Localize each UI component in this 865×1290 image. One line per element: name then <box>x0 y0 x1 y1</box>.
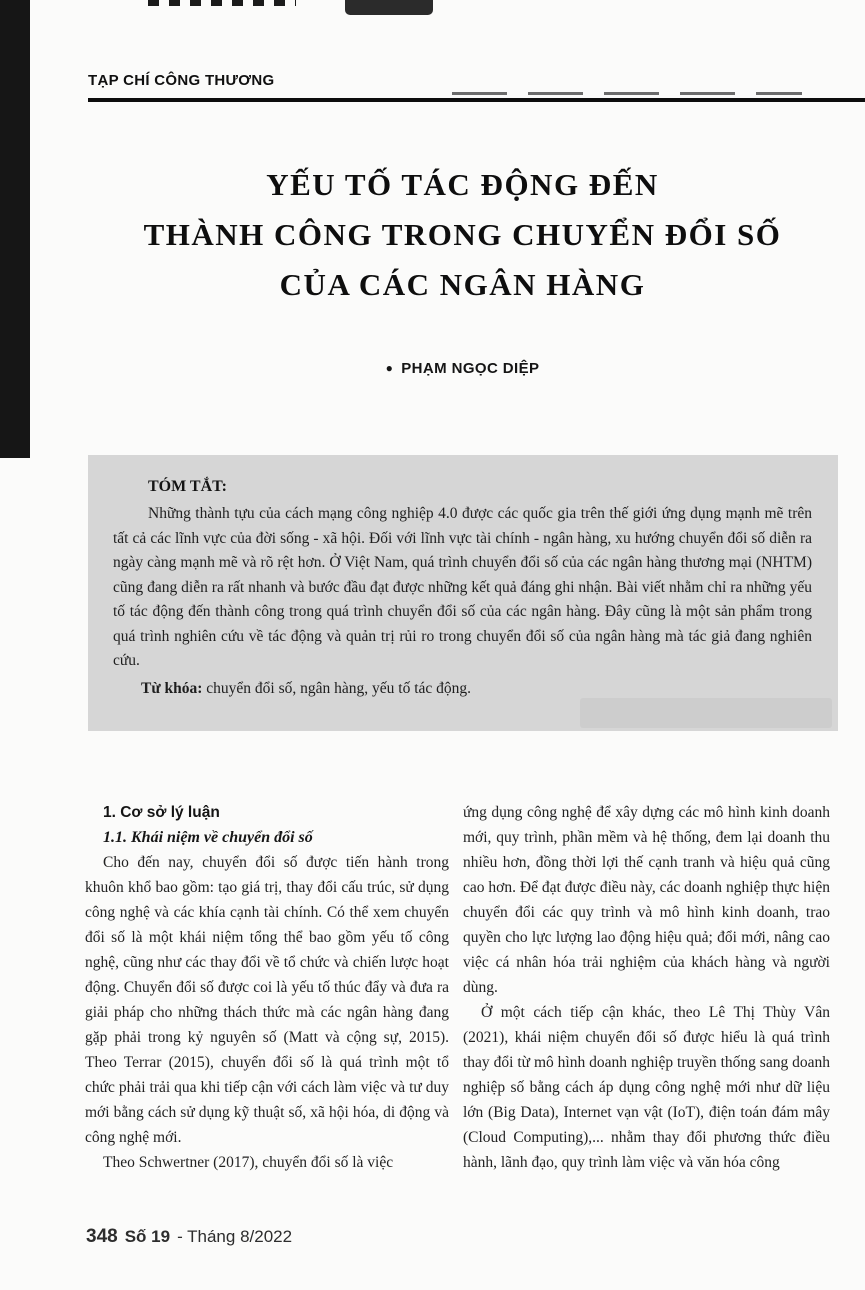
article-title-line: YẾU TỐ TÁC ĐỘNG ĐẾN <box>266 167 659 202</box>
scan-artifact-smudge <box>580 698 832 728</box>
abstract-box <box>88 455 838 731</box>
body-paragraph: Ở một cách tiếp cận khác, theo Lê Thị Thùy Vân (2021), khái niệm chuyển đổi số được hiểu là quá trình thay đổi từ mô hình doanh nghiệp truyền thống sang doanh nghiệp số bằng cách áp dụng công nghệ mới như dữ liệu lớn (Big Data), Internet vạn vật (IoT), điện toán đám mây (Cloud Computing),... nhằm thay đổi phương thức điều hành, lãnh đạo, quy trình làm việc và văn hóa công <box>463 1004 830 1171</box>
keywords-label: Từ khóa: <box>141 679 203 697</box>
abstract-keywords <box>113 677 812 701</box>
body-paragraph: Cho đến nay, chuyển đổi số được tiến hành trong khuôn khổ bao gồm: tạo giá trị, thay đổi cấu trúc, sử dụng công nghệ và các khía cạnh tài chính. Có thể xem chuyển đổi số là một khái niệm tổng thể bao gồm yếu tố công nghệ, cũng như các thay đổi về tổ chức và chiến lược hoạt động. Chuyển đổi số được coi là yếu tố thúc đẩy và đưa ra giải pháp cho những thách thức mà các ngân hàng đang gặp phải trong kỷ nguyên số (Matt và cộng sự, 2015). Theo Terrar (2015), chuyển đổi số là quá trình một tổ chức phải trải qua khi tiếp cận với cách làm việc và tư duy mới bằng cách sử dụng kỹ thuật số, xã hội hóa, di động và công nghệ mới. <box>85 854 449 1146</box>
scan-artifact-rule-dashes <box>452 92 802 95</box>
article-title-line: CỦA CÁC NGÂN HÀNG <box>279 267 646 302</box>
issue-date: - Tháng 8/2022 <box>177 1227 293 1246</box>
page-number: 348 <box>86 1226 118 1247</box>
author-bullet-icon: ● <box>385 361 394 375</box>
keywords-text: chuyển đổi số, ngân hàng, yếu tố tác động. <box>202 679 472 697</box>
body-column-right <box>463 800 830 1175</box>
journal-name: TẠP CHÍ CÔNG THƯƠNG <box>88 72 275 89</box>
article-title <box>88 160 837 310</box>
body-paragraph: ứng dụng công nghệ để xây dựng các mô hình kinh doanh mới, quy trình, phần mềm và hệ thống, đem lại doanh thu nhiều hơn, đồng thời lợi thế cạnh tranh và hiệu quả cũng cao hơn. Để đạt được điều này, các doanh nghiệp thực hiện chuyển đổi các quy trình và mô hình kinh doanh, trao quyền cho lực lượng lao động hiệu quả; đổi mới, nâng cao việc cá nhân hóa trải nghiệm của khách hàng và người dùng. <box>463 804 830 996</box>
scan-edge-bar <box>0 0 30 458</box>
section-heading-1-1: 1.1. Khái niệm về chuyển đổi số <box>103 829 313 846</box>
abstract-body: Những thành tựu của cách mạng công nghiệp 4.0 được các quốc gia trên thế giới ứng dụng mạnh mẽ trên tất cả các lĩnh vực của đời sống - xã hội. Đối với lĩnh vực tài chính - ngân hàng, xu hướng chuyển đổi số diễn ra ngày càng mạnh mẽ và rõ rệt hơn. Ở Việt Nam, quá trình chuyển đổi số của các ngân hàng thương mại (NHTM) cũng đang diễn ra rất nhanh và bước đầu đạt được những kết quả đáng ghi nhận. Bài viết nhằm chỉ ra những yếu tố tác động đến thành công trong quá trình chuyển đổi số của các ngân hàng. Đây cũng là một sản phẩm trong quá trình nghiên cứu về tác động và quản trị rủi ro trong chuyển đổi số của ngân hàng mà tác giả đang nghiên cứu. <box>113 505 812 669</box>
author-line <box>88 360 837 377</box>
author-name: PHẠM NGỌC DIỆP <box>401 360 540 377</box>
header-rule <box>88 98 865 102</box>
abstract-heading: TÓM TẮT: <box>148 478 227 495</box>
scan-artifact-dashes <box>148 0 296 6</box>
body-paragraph: Theo Schwertner (2017), chuyển đổi số là việc <box>103 1154 394 1171</box>
body-column-left <box>85 800 449 1175</box>
section-heading-1: 1. Cơ sở lý luận <box>103 804 220 821</box>
scan-artifact-blob <box>345 0 433 15</box>
page-footer <box>86 1226 292 1248</box>
article-title-line: THÀNH CÔNG TRONG CHUYỂN ĐỔI SỐ <box>143 217 782 252</box>
issue-number: Số 19 <box>124 1227 171 1246</box>
